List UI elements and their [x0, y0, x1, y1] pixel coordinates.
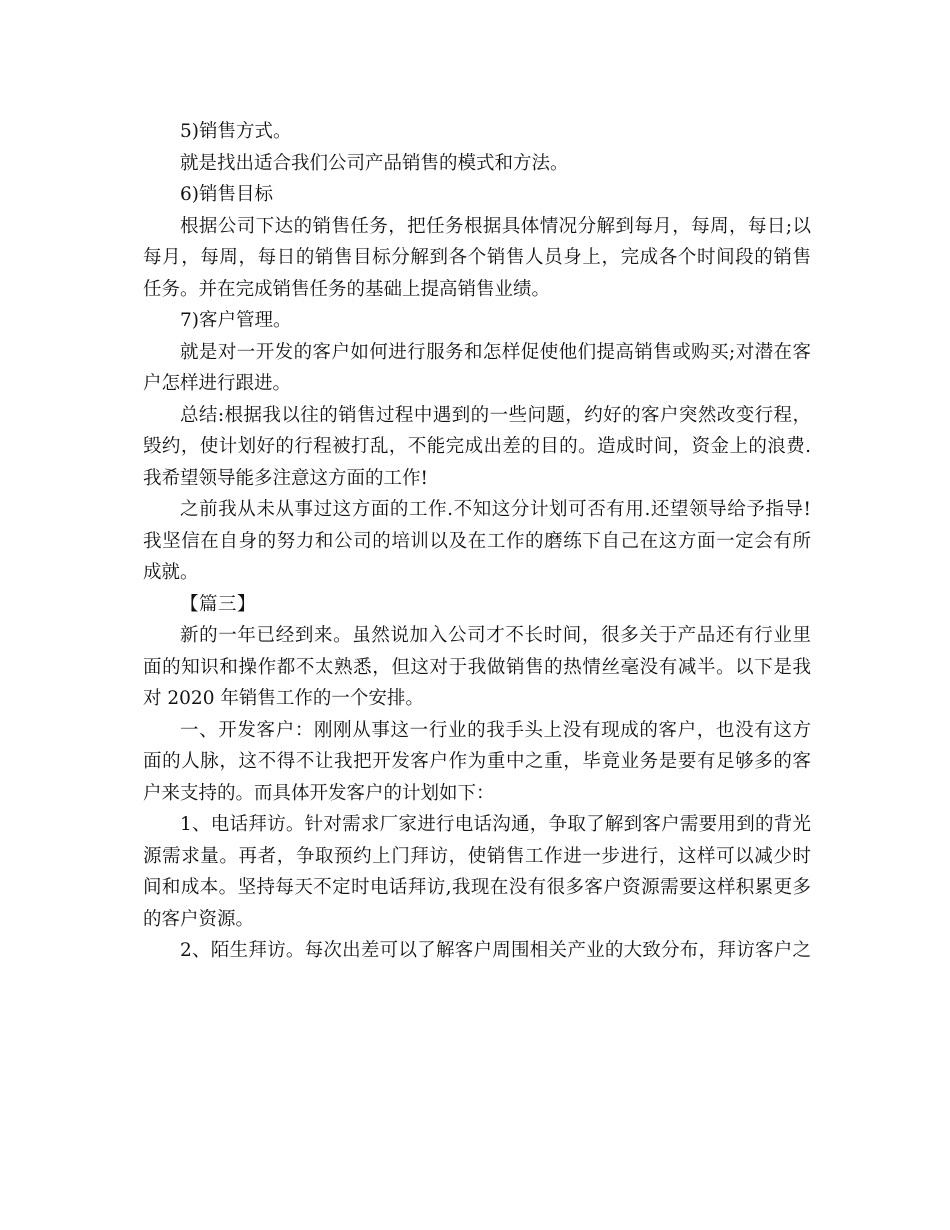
text-line: 之前我从未从事过这方面的工作.不知这分计划可否有用.还望领导给予指导!: [180, 499, 811, 520]
text-line: 任务。并在完成销售任务的基础上提高销售业绩。: [143, 278, 551, 300]
text-line: 1、电话拜访。针对需求厂家进行电话沟通，争取了解到客户需要用到的背光: [180, 814, 811, 835]
section-heading: 【篇三】: [180, 593, 257, 615]
text-line: 源需求量。再者，争取预约上门拜访，使销售工作进一步进行，这样可以减少时: [143, 845, 811, 867]
text-line: 就是找出适合我们公司产品销售的模式和方法。: [180, 152, 569, 174]
text-line: 面的人脉，这不得不让我把开发客户作为重中之重，毕竟业务是要有足够多的客: [143, 751, 811, 772]
text-line: 2、陌生拜访。每次出差可以了解客户周围相关产业的大致分布，拜访客户之: [180, 940, 811, 961]
text-line: 新的一年已经到来。虽然说加入公司才不长时间，很多关于产品还有行业里: [180, 625, 811, 646]
text-line: 毁约，使计划好的行程被打乱，不能完成出差的目的。造成时间，资金上的浪费.: [143, 436, 811, 457]
text-line: 对 2020 年销售工作的一个安排。: [143, 688, 424, 709]
text-line: 我坚信在自身的努力和公司的培训以及在工作的磨练下自己在这方面一定会有所: [143, 530, 811, 552]
text-line: 7)客户管理。: [180, 310, 292, 331]
text-line: 成就。: [143, 562, 199, 583]
text-line: 6)销售目标: [180, 184, 273, 205]
document-body: [143, 116, 811, 967]
text-line: 户来支持的。而具体开发客户的计划如下：: [143, 782, 495, 804]
text-line: 面的知识和操作都不太熟悉，但这对于我做销售的热情丝毫没有减半。以下是我: [143, 656, 811, 678]
text-line: 每月，每周，每日的销售目标分解到各个销售人员身上，完成各个时间段的销售: [143, 247, 811, 268]
text-line: 根据公司下达的销售任务，把任务根据具体情况分解到每月，每周，每日;以: [180, 215, 811, 237]
text-line: 的客户资源。: [143, 908, 255, 930]
text-line: 我希望领导能多注意这方面的工作!: [143, 467, 428, 489]
text-line: 总结:根据我以往的销售过程中遇到的一些问题，约好的客户突然改变行程，: [180, 404, 811, 426]
text-line: 间和成本。坚持每天不定时电话拜访,我现在没有很多客户资源需要这样积累更多: [143, 877, 811, 898]
text-line: 一、开发客户：刚刚从事这一行业的我手头上没有现成的客户，也没有这方: [180, 719, 811, 741]
text-line: 5)销售方式。: [180, 121, 292, 142]
text-line: 就是对一开发的客户如何进行服务和怎样促使他们提高销售或购买;对潜在客: [180, 341, 811, 363]
text-line: 户怎样进行跟进。: [143, 373, 292, 394]
